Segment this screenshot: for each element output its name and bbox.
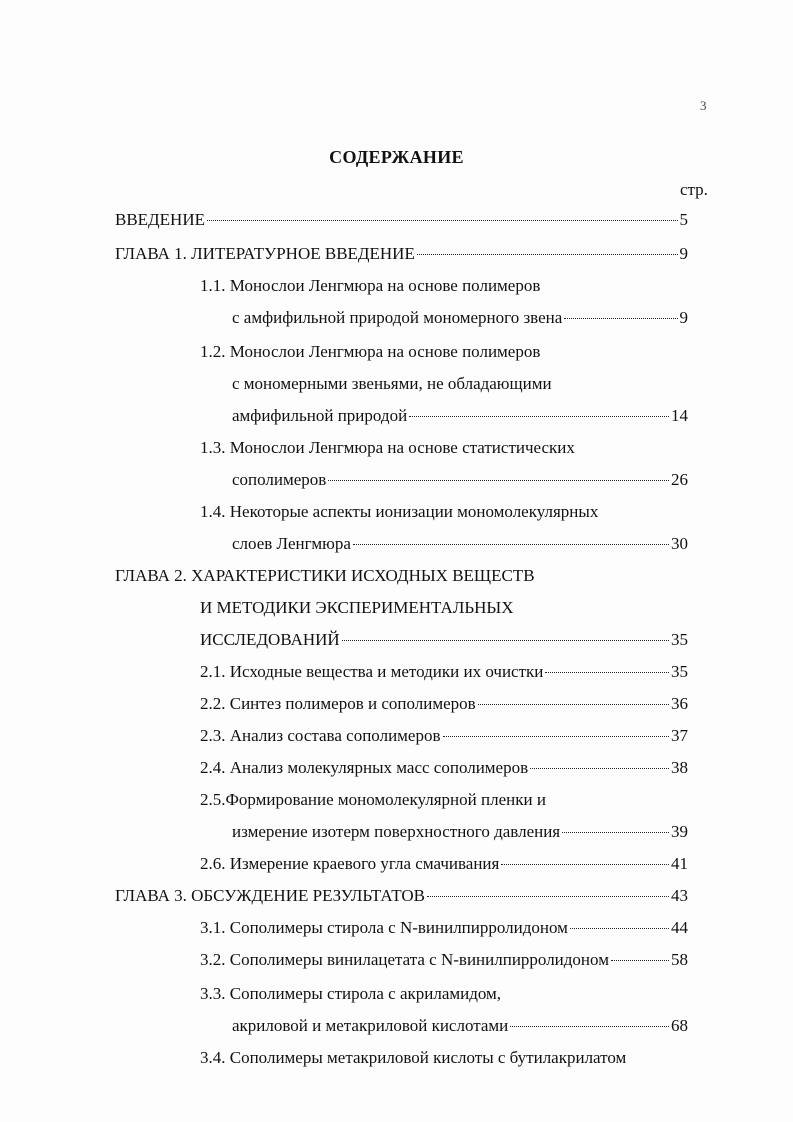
toc-leader-dots bbox=[570, 928, 669, 929]
toc-leader-dots bbox=[564, 318, 677, 319]
toc-entry-text: 2.1. Исходные вещества и методики их очистки bbox=[200, 662, 544, 681]
toc-leader-dots bbox=[342, 640, 669, 641]
toc-entry bbox=[232, 406, 688, 426]
toc-leader-dots bbox=[353, 544, 669, 545]
toc-entry-page: 44 bbox=[671, 918, 688, 937]
toc-leader-dots bbox=[510, 1026, 669, 1027]
toc-entry bbox=[200, 918, 688, 938]
toc-entry-text: 1.1. Монослои Ленгмюра на основе полимеров bbox=[200, 276, 541, 295]
toc-entry bbox=[200, 598, 514, 618]
toc-entry-text: ИССЛЕДОВАНИЙ bbox=[200, 630, 340, 649]
toc-entry-page: 38 bbox=[671, 758, 688, 777]
toc-leader-dots bbox=[530, 768, 669, 769]
toc-leader-dots bbox=[478, 704, 669, 705]
toc-entry-page: 58 bbox=[671, 950, 688, 969]
toc-entry-text: 3.3. Сополимеры стирола с акриламидом, bbox=[200, 984, 502, 1003]
toc-entry bbox=[200, 630, 688, 650]
toc-leader-dots bbox=[611, 960, 669, 961]
toc-entry-text: 3.1. Сополимеры стирола с N-винилпирролидоном bbox=[200, 918, 568, 937]
toc-entry bbox=[232, 822, 688, 842]
toc-entry-text: слоев Ленгмюра bbox=[232, 534, 351, 553]
toc-leader-dots bbox=[545, 672, 669, 673]
toc-entry bbox=[232, 470, 688, 490]
toc-entry bbox=[232, 1016, 688, 1036]
toc-leader-dots bbox=[328, 480, 669, 481]
toc-entry bbox=[115, 566, 535, 586]
toc-entry-text: амфифильной природой bbox=[232, 406, 408, 425]
toc-entry bbox=[200, 694, 688, 714]
toc-leader-dots bbox=[562, 832, 669, 833]
toc-entry-text: 2.5.Формирование мономолекулярной пленки и bbox=[200, 790, 546, 809]
toc-entry bbox=[200, 984, 501, 1004]
toc-entry-text: с мономерными звеньями, не обладающими bbox=[232, 374, 552, 393]
toc-entry-text: 3.4. Сополимеры метакриловой кислоты с бутилакрилатом bbox=[200, 1048, 627, 1067]
toc-entry-text: ВВЕДЕНИЕ bbox=[115, 210, 205, 229]
toc-entry bbox=[200, 1048, 626, 1068]
page-number: 3 bbox=[700, 98, 707, 113]
toc-entry bbox=[200, 790, 546, 810]
toc-entry-page: 30 bbox=[671, 534, 688, 553]
toc-entry bbox=[200, 276, 540, 296]
toc-leader-dots bbox=[417, 254, 678, 255]
toc-entry bbox=[200, 726, 688, 746]
toc-entry bbox=[115, 886, 688, 906]
toc-entry-text: ГЛАВА 1. ЛИТЕРАТУРНОЕ ВВЕДЕНИЕ bbox=[115, 244, 415, 263]
toc-entry-text: с амфифильной природой мономерного звена bbox=[232, 308, 563, 327]
toc-entry bbox=[200, 854, 688, 874]
toc-entry bbox=[200, 950, 688, 970]
toc-entry bbox=[200, 758, 688, 778]
toc-entry-page: 36 bbox=[671, 694, 688, 713]
toc-entry-page: 41 bbox=[671, 854, 688, 873]
toc-entry-page: 9 bbox=[679, 308, 688, 327]
toc-entry-page: 14 bbox=[671, 406, 688, 425]
toc-leader-dots bbox=[427, 896, 669, 897]
toc-entry-page: 37 bbox=[671, 726, 688, 745]
toc-entry-page: 68 bbox=[671, 1016, 688, 1035]
toc-entry-text: сополимеров bbox=[232, 470, 327, 489]
toc-entry bbox=[200, 438, 575, 458]
toc-leader-dots bbox=[207, 220, 678, 221]
toc-entry-text: акриловой и метакриловой кислотами bbox=[232, 1016, 509, 1035]
toc-entry bbox=[232, 534, 688, 554]
toc-entry-text: 1.4. Некоторые аспекты ионизации мономолекулярных bbox=[200, 502, 599, 521]
toc-entry-page: 39 bbox=[671, 822, 688, 841]
toc-entry-text: ГЛАВА 2. ХАРАКТЕРИСТИКИ ИСХОДНЫХ ВЕЩЕСТВ bbox=[115, 566, 535, 585]
toc-entry bbox=[115, 244, 688, 264]
toc-entry bbox=[232, 308, 688, 328]
toc-leader-dots bbox=[409, 416, 669, 417]
toc-entry-text: 2.3. Анализ состава сополимеров bbox=[200, 726, 441, 745]
toc-entry-page: 43 bbox=[671, 886, 688, 905]
toc-entry-text: 3.2. Сополимеры винилацетата с N-винилпирролидоном bbox=[200, 950, 609, 969]
toc-entry-page: 35 bbox=[671, 630, 688, 649]
toc-entry bbox=[115, 210, 688, 230]
toc-entry bbox=[200, 662, 688, 682]
toc-entry bbox=[200, 342, 540, 362]
toc-entry-text: 2.4. Анализ молекулярных масс сополимеров bbox=[200, 758, 529, 777]
toc-entry-page: 9 bbox=[679, 244, 688, 263]
toc-entry bbox=[232, 374, 552, 394]
toc-entry-text: ГЛАВА 3. ОБСУЖДЕНИЕ РЕЗУЛЬТАТОВ bbox=[115, 886, 425, 905]
toc-leader-dots bbox=[501, 864, 669, 865]
toc-entry-page: 35 bbox=[671, 662, 688, 681]
toc-entry-text: 2.2. Синтез полимеров и сополимеров bbox=[200, 694, 476, 713]
page-column-label: стр. bbox=[680, 180, 708, 199]
toc-entry-page: 5 bbox=[679, 210, 688, 229]
toc-entry-page: 26 bbox=[671, 470, 688, 489]
toc-entry-text: 1.2. Монослои Ленгмюра на основе полимеров bbox=[200, 342, 541, 361]
toc-entry-text: 1.3. Монослои Ленгмюра на основе статистических bbox=[200, 438, 575, 457]
page-title: СОДЕРЖАНИЕ bbox=[329, 147, 464, 167]
toc-entry-text: И МЕТОДИКИ ЭКСПЕРИМЕНТАЛЬНЫХ bbox=[200, 598, 514, 617]
toc-entry bbox=[200, 502, 598, 522]
toc-entry-text: измерение изотерм поверхностного давления bbox=[232, 822, 561, 841]
toc-entry-text: 2.6. Измерение краевого угла смачивания bbox=[200, 854, 500, 873]
toc-leader-dots bbox=[443, 736, 670, 737]
